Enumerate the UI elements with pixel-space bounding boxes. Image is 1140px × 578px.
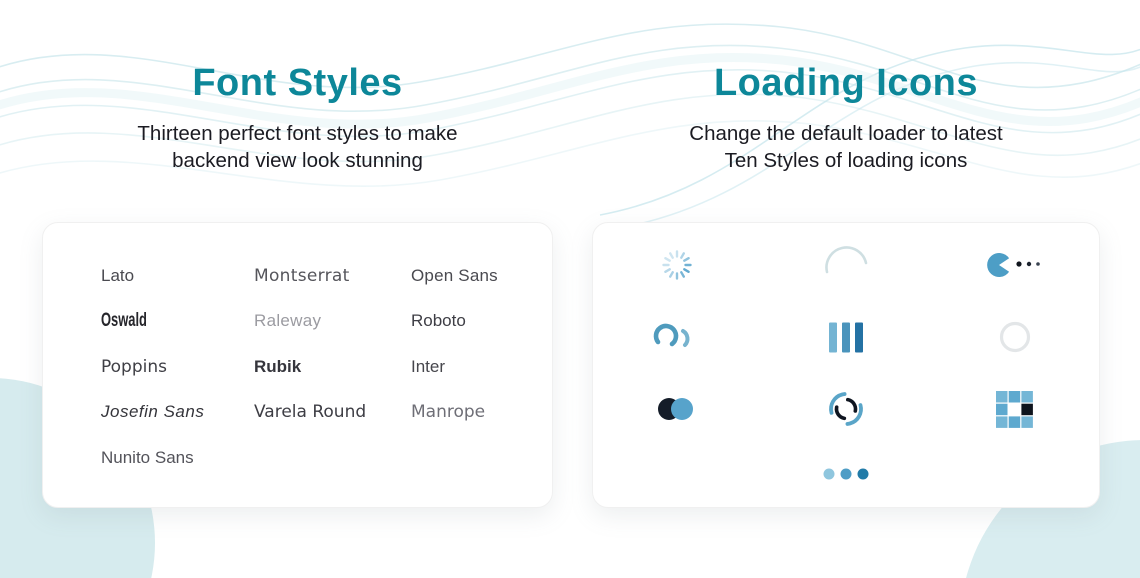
overlapping-circles-icon [656, 396, 698, 422]
font-item-josefin-sans: Josefin Sans [101, 402, 205, 422]
font-item-montserrat: Montserrat [254, 265, 350, 286]
font-item-oswald: Oswald [101, 310, 147, 332]
pacman-icon [984, 250, 1046, 280]
dual-crescent-icon [651, 319, 703, 355]
square-grid-icon [996, 391, 1033, 428]
ticks-spinner-icon [660, 248, 694, 282]
loader-overlapping-circles [656, 396, 698, 422]
font-item-poppins: Poppins [101, 356, 167, 377]
font-item-raleway: Raleway [254, 311, 322, 331]
loader-list [593, 229, 1099, 445]
font-section-header [42, 60, 553, 174]
loading-section-subtitle [592, 120, 1100, 174]
font-item-open-sans: Open Sans [411, 265, 498, 285]
font-subtitle-line2: backend view look stunning [172, 149, 423, 172]
loading-icons-card [592, 222, 1100, 508]
font-item-rubik: Rubik [254, 356, 302, 376]
three-dots-icon [821, 466, 871, 482]
loader-square-grid [996, 391, 1033, 428]
font-section-subtitle [42, 120, 553, 174]
bars-icon [829, 322, 863, 353]
loader-three-dots [593, 445, 1099, 503]
loading-subtitle-line1: Change the default loader to latest [689, 122, 1003, 145]
loading-subtitle-line2: Ten Styles of loading icons [724, 149, 968, 172]
font-list [101, 253, 552, 481]
loader-dual-crescent [651, 319, 703, 355]
font-item-roboto: Roboto [411, 311, 466, 331]
loader-bars [829, 322, 863, 353]
font-item-varela-round: Varela Round [254, 402, 367, 423]
loading-section-header [592, 60, 1100, 174]
font-item-nunito-sans: Nunito Sans [101, 447, 194, 467]
font-item-manrope: Manrope [411, 402, 486, 423]
loading-section-title: Loading Icons [713, 62, 979, 104]
nested-arcs-icon [826, 389, 866, 429]
arc-spinner-icon [820, 239, 872, 291]
font-item-inter: Inter [411, 356, 446, 376]
loader-pacman [984, 250, 1046, 280]
loader-ring [998, 320, 1032, 354]
font-item-lato: Lato [101, 265, 135, 285]
font-section-title: Font Styles [192, 62, 403, 104]
loader-nested-arcs [826, 389, 866, 429]
loader-arc-spinner [820, 239, 872, 291]
font-subtitle-line1: Thirteen perfect font styles to make [137, 122, 458, 145]
font-styles-card [42, 222, 553, 508]
loader-ticks-spinner [660, 248, 694, 282]
ring-icon [998, 320, 1032, 354]
